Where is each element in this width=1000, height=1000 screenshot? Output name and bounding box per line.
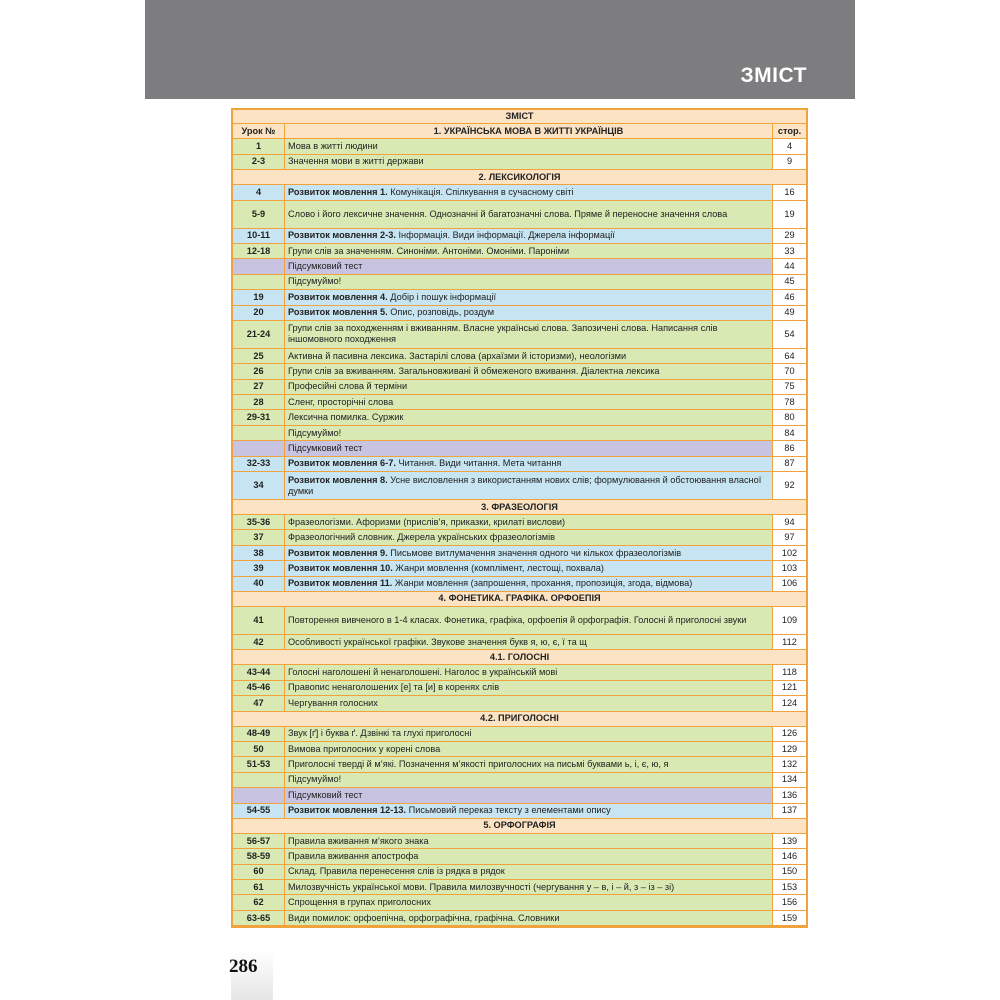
- lesson-number: 25: [233, 349, 285, 364]
- speech-development-label: Розвиток мовлення 6-7.: [288, 458, 396, 469]
- speech-development-label: Розвиток мовлення 10.: [288, 562, 393, 573]
- section-heading: 4.1. ГОЛОСНІ: [233, 650, 806, 665]
- page-ref: 44: [773, 259, 806, 274]
- topic-text: Активна й пасивна лексика. Застарілі слова (архаїзми й історизми), неологізми: [288, 350, 627, 361]
- page-ref: 156: [773, 895, 806, 910]
- speech-development-label: Розвиток мовлення 9.: [288, 547, 388, 558]
- topic-text: Фразеологізми. Афоризми (прислів’я, приказки, крилаті вислови): [288, 516, 566, 527]
- page-ref: 134: [773, 773, 806, 788]
- lesson-topic: [285, 349, 773, 364]
- page-ref: 129: [773, 742, 806, 757]
- lesson-number: 42: [233, 635, 285, 650]
- page-ref: 9: [773, 155, 806, 170]
- table-row: [233, 380, 806, 395]
- page-ref: 80: [773, 410, 806, 425]
- lesson-number: 19: [233, 290, 285, 305]
- section-row: [233, 819, 806, 834]
- section-heading: 1. УКРАЇНСЬКА МОВА В ЖИТТІ УКРАЇНЦІВ: [285, 124, 773, 139]
- lesson-number: 60: [233, 865, 285, 880]
- topic-text: Фразеологічний словник. Джерела українських фразеологізмів: [288, 532, 556, 543]
- table-row: [233, 727, 806, 742]
- table-row: [233, 865, 806, 880]
- page-ref: 150: [773, 865, 806, 880]
- lesson-number: [233, 275, 285, 290]
- toc-title-row: [233, 110, 806, 124]
- lesson-topic: [285, 457, 773, 472]
- lesson-number: 47: [233, 696, 285, 711]
- table-row: [233, 742, 806, 757]
- topic-text: Читання. Види читання. Мета читання: [395, 458, 562, 469]
- page-ref: 87: [773, 457, 806, 472]
- page-ref: 29: [773, 229, 806, 244]
- topic-text: Лексична помилка. Суржик: [288, 412, 404, 423]
- table-row: [233, 275, 806, 290]
- column-header-lesson: Урок №: [233, 124, 285, 139]
- lesson-topic: [285, 275, 773, 290]
- lesson-topic: [285, 849, 773, 864]
- page-ref: 146: [773, 849, 806, 864]
- table-row: [233, 229, 806, 244]
- lesson-number: 62: [233, 895, 285, 910]
- lesson-topic: [285, 546, 773, 561]
- table-row: [233, 441, 806, 456]
- topic-text: Підсумковий тест: [288, 261, 363, 272]
- lesson-number: 2-3: [233, 155, 285, 170]
- topic-text: Милозвучність української мови. Правила милозвучності (чергування у – в, і – й, з – із – зі): [288, 881, 675, 892]
- lesson-number: 35-36: [233, 515, 285, 530]
- lesson-number: 51-53: [233, 757, 285, 772]
- lesson-topic: [285, 911, 773, 926]
- page-ref: 136: [773, 788, 806, 803]
- lesson-number: 56-57: [233, 834, 285, 849]
- topic-text: Опис, розповідь, роздум: [387, 307, 495, 318]
- topic-text: Склад. Правила перенесення слів із рядка в рядок: [288, 866, 505, 877]
- section-row: [233, 592, 806, 607]
- lesson-topic: [285, 681, 773, 696]
- topic-text: Чергування голосних: [288, 697, 378, 708]
- speech-development-label: Розвиток мовлення 1.: [288, 186, 388, 197]
- lesson-number: 41: [233, 607, 285, 635]
- table-row: [233, 139, 806, 154]
- lesson-number: [233, 441, 285, 456]
- toc-table: [231, 108, 808, 928]
- lesson-number: 38: [233, 546, 285, 561]
- topic-text: Голосні наголошені й ненаголошені. Наголос в українській мові: [288, 667, 558, 678]
- lesson-topic: [285, 515, 773, 530]
- lesson-number: 37: [233, 530, 285, 545]
- table-row: [233, 515, 806, 530]
- lesson-topic: [285, 530, 773, 545]
- table-row: [233, 834, 806, 849]
- speech-development-label: Розвиток мовлення 11.: [288, 578, 393, 589]
- page-ref: 16: [773, 185, 806, 200]
- table-row: [233, 290, 806, 305]
- topic-text: Групи слів за значенням. Синоніми. Антоніми. Омоніми. Пароніми: [288, 245, 570, 256]
- section-row: [233, 712, 806, 727]
- header-band: [145, 0, 855, 99]
- lesson-number: 34: [233, 472, 285, 500]
- lesson-topic: [285, 834, 773, 849]
- page-ref: 84: [773, 426, 806, 441]
- table-row: [233, 880, 806, 895]
- column-header-page: стор.: [773, 124, 806, 139]
- speech-development-label: Розвиток мовлення 4.: [288, 291, 388, 302]
- table-row: [233, 306, 806, 321]
- page-ref: 118: [773, 665, 806, 680]
- lesson-topic: [285, 201, 773, 229]
- table-row: [233, 895, 806, 910]
- topic-text: Добір і пошук інформації: [387, 291, 497, 302]
- table-row: [233, 321, 806, 349]
- lesson-number: 12-18: [233, 244, 285, 259]
- page-ref: 54: [773, 321, 806, 349]
- lesson-topic: [285, 259, 773, 274]
- lesson-topic: [285, 229, 773, 244]
- page-number: 286: [229, 956, 258, 977]
- table-row: [233, 155, 806, 170]
- lesson-topic: [285, 244, 773, 259]
- table-row: [233, 546, 806, 561]
- topic-text: Групи слів за походженням і вживанням. Власне українські слова. Запозичені слова. Написання слів іншомовного походження: [288, 323, 718, 345]
- lesson-topic: [285, 804, 773, 819]
- topic-text: Звук [ґ] і буква ґ. Дзвінкі та глухі приголосні: [288, 728, 472, 739]
- page-ref: 121: [773, 681, 806, 696]
- page-ref: 33: [773, 244, 806, 259]
- section-heading: 5. ОРФОГРАФІЯ: [233, 819, 806, 834]
- lesson-number: 50: [233, 742, 285, 757]
- table-row: [233, 804, 806, 819]
- lesson-topic: [285, 696, 773, 711]
- lesson-number: 26: [233, 364, 285, 379]
- lesson-number: 29-31: [233, 410, 285, 425]
- lesson-topic: [285, 364, 773, 379]
- section-heading: 3. ФРАЗЕОЛОГІЯ: [233, 500, 806, 515]
- speech-development-label: Розвиток мовлення 8.: [288, 474, 388, 485]
- speech-development-label: Розвиток мовлення 5.: [288, 307, 388, 318]
- lesson-number: [233, 426, 285, 441]
- page-ref: 112: [773, 635, 806, 650]
- table-row: [233, 911, 806, 926]
- lesson-number: 4: [233, 185, 285, 200]
- header-title: ЗМІСТ: [740, 64, 807, 87]
- page-ref: 75: [773, 380, 806, 395]
- lesson-topic: [285, 306, 773, 321]
- topic-text: Письмовий переказ тексту з елементами опису: [406, 805, 611, 816]
- lesson-topic: [285, 139, 773, 154]
- page-ref: 126: [773, 727, 806, 742]
- page-ref: 46: [773, 290, 806, 305]
- page-ref: 132: [773, 757, 806, 772]
- table-row: [233, 426, 806, 441]
- page-ref: 78: [773, 395, 806, 410]
- topic-text: Підсумковий тест: [288, 442, 363, 453]
- table-row: [233, 472, 806, 500]
- page-ref: 124: [773, 696, 806, 711]
- table-row: [233, 577, 806, 592]
- table-row: [233, 530, 806, 545]
- table-row: [233, 696, 806, 711]
- toc-title: ЗМІСТ: [233, 110, 806, 124]
- lesson-topic: [285, 561, 773, 576]
- lesson-topic: [285, 665, 773, 680]
- table-row: [233, 607, 806, 635]
- topic-text: Значення мови в житті держави: [288, 156, 424, 167]
- page-ref: 70: [773, 364, 806, 379]
- topic-text: Особливості української графіки. Звукове значення букв я, ю, є, ї та щ: [288, 636, 587, 647]
- table-row: [233, 681, 806, 696]
- page-ref: 137: [773, 804, 806, 819]
- section-heading: 4.2. ПРИГОЛОСНІ: [233, 712, 806, 727]
- page-ref: 153: [773, 880, 806, 895]
- table-row: [233, 635, 806, 650]
- lesson-topic: [285, 773, 773, 788]
- lesson-number: 58-59: [233, 849, 285, 864]
- topic-text: Підсумуймо!: [288, 774, 342, 785]
- section-heading: 2. ЛЕКСИКОЛОГІЯ: [233, 170, 806, 185]
- table-row: [233, 364, 806, 379]
- topic-text: Підсумковий тест: [288, 789, 363, 800]
- lesson-number: 1: [233, 139, 285, 154]
- table-row: [233, 665, 806, 680]
- topic-text: Жанри мовлення (комплімент, лестощі, похвала): [392, 562, 604, 573]
- lesson-number: 20: [233, 306, 285, 321]
- topic-text: Слово і його лексичне значення. Однозначні й багатозначні слова. Пряме й переносне значення слова: [288, 208, 728, 219]
- page-ref: 102: [773, 546, 806, 561]
- lesson-topic: [285, 607, 773, 635]
- lesson-topic: [285, 290, 773, 305]
- lesson-number: 48-49: [233, 727, 285, 742]
- topic-text: Види помилок: орфоепічна, орфографічна, графічна. Словники: [288, 912, 560, 923]
- table-row: [233, 849, 806, 864]
- table-row: [233, 244, 806, 259]
- topic-text: Правила вживання апострофа: [288, 850, 419, 861]
- table-row: [233, 410, 806, 425]
- lesson-topic: [285, 380, 773, 395]
- table-row: [233, 757, 806, 772]
- topic-text: Сленг, просторічні слова: [288, 396, 394, 407]
- topic-text: Письмове витлумачення значення одного чи кількох фразеологізмів: [387, 547, 682, 558]
- page-ref: 139: [773, 834, 806, 849]
- speech-development-label: Розвиток мовлення 2-3.: [288, 230, 396, 241]
- lesson-topic: [285, 441, 773, 456]
- lesson-topic: [285, 426, 773, 441]
- topic-text: Повторення вивченого в 1-4 класах. Фонетика, графіка, орфоепія й орфографія. Голосні й приголосні звуки: [288, 614, 747, 625]
- topic-text: Інформація. Види інформації. Джерела інформації: [395, 230, 615, 241]
- lesson-number: [233, 788, 285, 803]
- lesson-number: 27: [233, 380, 285, 395]
- lesson-topic: [285, 742, 773, 757]
- page-ref: 97: [773, 530, 806, 545]
- topic-text: Професійні слова й терміни: [288, 381, 408, 392]
- lesson-topic: [285, 395, 773, 410]
- lesson-number: 40: [233, 577, 285, 592]
- page-ref: 49: [773, 306, 806, 321]
- page-ref: 45: [773, 275, 806, 290]
- page-ref: 109: [773, 607, 806, 635]
- lesson-topic: [285, 577, 773, 592]
- table-row: [233, 457, 806, 472]
- topic-text: Жанри мовлення (запрошення, прохання, пропозиція, згода, відмова): [392, 578, 693, 589]
- lesson-number: 28: [233, 395, 285, 410]
- lesson-topic: [285, 321, 773, 349]
- lesson-number: [233, 259, 285, 274]
- section-heading: 4. ФОНЕТИКА. ГРАФІКА. ОРФОЕПІЯ: [233, 592, 806, 607]
- lesson-number: 39: [233, 561, 285, 576]
- topic-text: Комунікація. Спілкування в сучасному світі: [387, 186, 574, 197]
- lesson-number: 63-65: [233, 911, 285, 926]
- table-row: [233, 788, 806, 803]
- topic-text: Правила вживання м’якого знака: [288, 835, 429, 846]
- lesson-topic: [285, 727, 773, 742]
- page-ref: 4: [773, 139, 806, 154]
- lesson-number: 61: [233, 880, 285, 895]
- lesson-topic: [285, 788, 773, 803]
- lesson-topic: [285, 880, 773, 895]
- lesson-number: 5-9: [233, 201, 285, 229]
- topic-text: Спрощення в групах приголосних: [288, 897, 431, 908]
- toc-header-row: [233, 124, 806, 139]
- speech-development-label: Розвиток мовлення 12-13.: [288, 805, 407, 816]
- page-ref: 94: [773, 515, 806, 530]
- page-ref: 64: [773, 349, 806, 364]
- lesson-number: 54-55: [233, 804, 285, 819]
- lesson-number: 21-24: [233, 321, 285, 349]
- lesson-topic: [285, 410, 773, 425]
- section-row: [233, 170, 806, 185]
- topic-text: Правопис ненаголошених [е] та [и] в коренях слів: [288, 682, 500, 693]
- table-row: [233, 259, 806, 274]
- table-row: [233, 395, 806, 410]
- table-row: [233, 349, 806, 364]
- page-ref: 19: [773, 201, 806, 229]
- topic-text: Підсумуймо!: [288, 427, 342, 438]
- page-ref: 86: [773, 441, 806, 456]
- section-row: [233, 500, 806, 515]
- topic-text: Підсумуймо!: [288, 276, 342, 287]
- lesson-number: 32-33: [233, 457, 285, 472]
- lesson-number: 43-44: [233, 665, 285, 680]
- page-ref: 159: [773, 911, 806, 926]
- page-ref: 92: [773, 472, 806, 500]
- lesson-topic: [285, 895, 773, 910]
- topic-text: Приголосні тверді й м’які. Позначення м’якості приголосних на письмі буквами ь, і, є, ю, я: [288, 759, 669, 770]
- topic-text: Вимова приголосних у корені слова: [288, 743, 441, 754]
- table-row: [233, 201, 806, 229]
- lesson-number: [233, 773, 285, 788]
- table-of-contents: [231, 108, 808, 928]
- lesson-topic: [285, 472, 773, 500]
- table-row: [233, 561, 806, 576]
- topic-text: Мова в житті людини: [288, 141, 378, 152]
- lesson-number: 45-46: [233, 681, 285, 696]
- topic-text: Усне висловлення з використанням нових слів; формулювання й обстоювання власної думки: [288, 474, 762, 496]
- lesson-topic: [285, 635, 773, 650]
- page-ref: 106: [773, 577, 806, 592]
- lesson-number: 10-11: [233, 229, 285, 244]
- table-row: [233, 185, 806, 200]
- lesson-topic: [285, 155, 773, 170]
- page-ref: 103: [773, 561, 806, 576]
- lesson-topic: [285, 757, 773, 772]
- lesson-topic: [285, 865, 773, 880]
- lesson-topic: [285, 185, 773, 200]
- section-row: [233, 650, 806, 665]
- topic-text: Групи слів за вживанням. Загальновживані й обмеженого вживання. Діалектна лексика: [288, 365, 660, 376]
- table-row: [233, 773, 806, 788]
